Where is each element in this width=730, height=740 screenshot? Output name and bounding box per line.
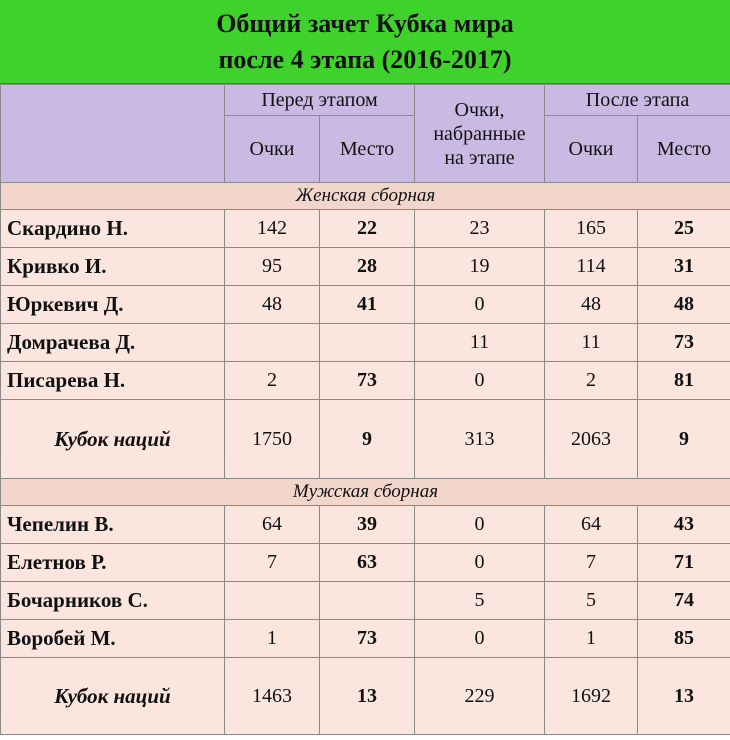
place-after: 81 xyxy=(638,362,730,400)
points-before: 7 xyxy=(225,544,320,582)
place-before: 73 xyxy=(320,362,415,400)
nations-cup-row-men xyxy=(1,658,730,735)
header-place-after: Место xyxy=(638,116,730,183)
stage-points: 0 xyxy=(415,286,545,324)
points-after: 165 xyxy=(545,210,638,248)
athlete-name: Писарева Н. xyxy=(1,362,225,400)
place-before: 41 xyxy=(320,286,415,324)
place-before: 39 xyxy=(320,506,415,544)
section-row-women xyxy=(1,183,730,210)
table-row xyxy=(1,506,730,544)
points-after: 1 xyxy=(545,620,638,658)
header-points-after: Очки xyxy=(545,116,638,183)
stage-points: 0 xyxy=(415,544,545,582)
athlete-name: Елетнов Р. xyxy=(1,544,225,582)
stage-points: 0 xyxy=(415,620,545,658)
table-row xyxy=(1,286,730,324)
place-before: 22 xyxy=(320,210,415,248)
header-stage-points-line2: набранные xyxy=(433,122,526,145)
title-line-1: Общий зачет Кубка мира xyxy=(216,9,514,38)
points-after: 2 xyxy=(545,362,638,400)
place-after: 13 xyxy=(638,658,730,735)
place-after: 73 xyxy=(638,324,730,362)
stage-points: 5 xyxy=(415,582,545,620)
table-title xyxy=(0,0,730,84)
place-before xyxy=(320,324,415,362)
points-after: 114 xyxy=(545,248,638,286)
points-before xyxy=(225,582,320,620)
header-stage-points-line1: Очки, xyxy=(454,98,505,121)
points-before xyxy=(225,324,320,362)
place-after: 74 xyxy=(638,582,730,620)
athlete-name: Домрачева Д. xyxy=(1,324,225,362)
table-row xyxy=(1,248,730,286)
table-row xyxy=(1,620,730,658)
stage-points: 0 xyxy=(415,506,545,544)
section-men-label: Мужская сборная xyxy=(1,479,730,506)
place-before: 73 xyxy=(320,620,415,658)
header-stage-points xyxy=(415,85,545,183)
place-before: 28 xyxy=(320,248,415,286)
nations-cup-row-women xyxy=(1,400,730,479)
points-before: 142 xyxy=(225,210,320,248)
standings-table xyxy=(0,84,730,735)
points-after: 64 xyxy=(545,506,638,544)
place-before xyxy=(320,582,415,620)
nations-cup-label: Кубок наций xyxy=(1,400,225,479)
points-before: 64 xyxy=(225,506,320,544)
section-women-label: Женская сборная xyxy=(1,183,730,210)
section-row-men xyxy=(1,479,730,506)
place-after: 43 xyxy=(638,506,730,544)
title-line-2: после 4 этапа (2016-2017) xyxy=(218,45,512,74)
athlete-name: Чепелин В. xyxy=(1,506,225,544)
athlete-name: Кривко И. xyxy=(1,248,225,286)
header-name-cell xyxy=(1,85,225,183)
table-row xyxy=(1,362,730,400)
place-after: 85 xyxy=(638,620,730,658)
stage-points: 229 xyxy=(415,658,545,735)
stage-points: 23 xyxy=(415,210,545,248)
stage-points: 19 xyxy=(415,248,545,286)
place-before: 9 xyxy=(320,400,415,479)
athlete-name: Бочарников С. xyxy=(1,582,225,620)
table-row xyxy=(1,324,730,362)
athlete-name: Скардино Н. xyxy=(1,210,225,248)
points-before: 95 xyxy=(225,248,320,286)
stage-points: 313 xyxy=(415,400,545,479)
points-before: 1750 xyxy=(225,400,320,479)
place-after: 48 xyxy=(638,286,730,324)
athlete-name: Юркевич Д. xyxy=(1,286,225,324)
header-row-1 xyxy=(1,85,730,116)
header-after: После этапа xyxy=(545,85,730,116)
place-after: 9 xyxy=(638,400,730,479)
points-after: 48 xyxy=(545,286,638,324)
place-after: 71 xyxy=(638,544,730,582)
points-before: 2 xyxy=(225,362,320,400)
points-after: 7 xyxy=(545,544,638,582)
place-after: 25 xyxy=(638,210,730,248)
table-row xyxy=(1,582,730,620)
points-after: 1692 xyxy=(545,658,638,735)
table-row xyxy=(1,210,730,248)
points-after: 2063 xyxy=(545,400,638,479)
header-before: Перед этапом xyxy=(225,85,415,116)
stage-points: 11 xyxy=(415,324,545,362)
points-before: 48 xyxy=(225,286,320,324)
header-stage-points-line3: на этапе xyxy=(444,146,515,169)
header-points-before: Очки xyxy=(225,116,320,183)
table-row xyxy=(1,544,730,582)
header-place-before: Место xyxy=(320,116,415,183)
points-before: 1 xyxy=(225,620,320,658)
athlete-name: Воробей М. xyxy=(1,620,225,658)
points-before: 1463 xyxy=(225,658,320,735)
stage-points: 0 xyxy=(415,362,545,400)
nations-cup-label: Кубок наций xyxy=(1,658,225,735)
place-before: 13 xyxy=(320,658,415,735)
place-before: 63 xyxy=(320,544,415,582)
points-after: 11 xyxy=(545,324,638,362)
place-after: 31 xyxy=(638,248,730,286)
points-after: 5 xyxy=(545,582,638,620)
